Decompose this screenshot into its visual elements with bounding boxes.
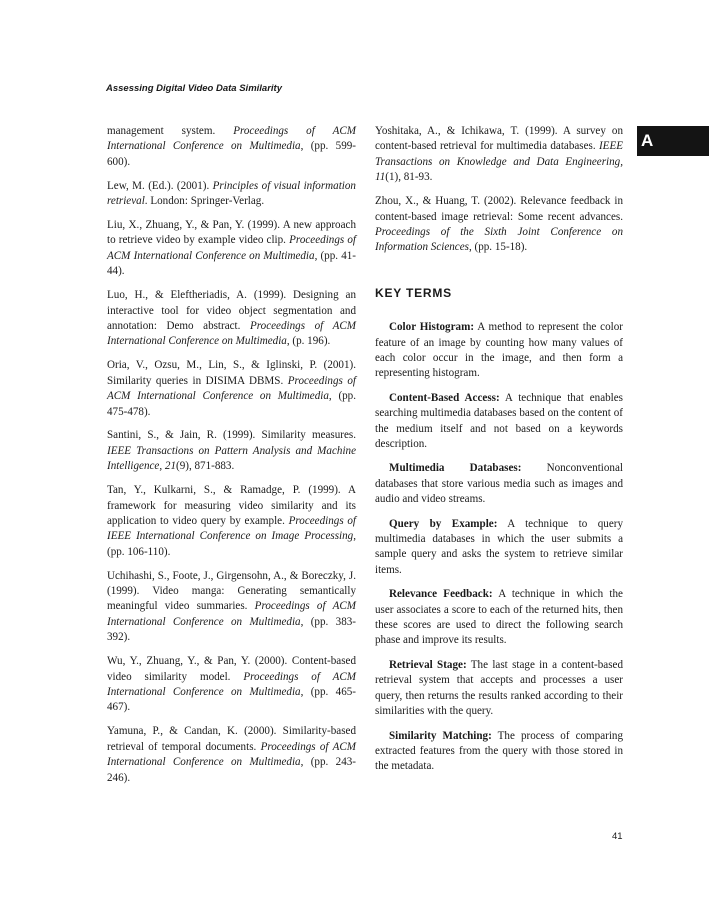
reference-entry: Wu, Y., Zhuang, Y., & Pan, Y. (2000). Content-based video similarity model. Proceedings of ACM International Conference on Multimedia, (pp. 465-467). <box>107 655 357 714</box>
reference-entry: Liu, X., Zhuang, Y., & Pan, Y. (1999). A new approach to retrieve video by example video clip. Proceedings of ACM International Conference on Multimedia, (pp. 41-44). <box>107 219 356 278</box>
running-head: Assessing Digital Video Data Similarity <box>106 83 282 94</box>
reference-entry: Yoshitaka, A., & Ichikawa, T. (1999). A survey on content-based retrieval for multimedia databases. IEEE Transactions on Knowledge and Data Engineering, 11(1), 81-93. <box>375 125 623 184</box>
key-terms-heading: KEY TERMS <box>375 285 452 300</box>
reference-entry: management system. Proceedings of ACM International Conference on Multimedia, (pp. 599-600). <box>107 125 356 168</box>
page-number: 41 <box>612 831 623 842</box>
reference-entry: Uchihashi, S., Foote, J., Girgensohn, A., & Boreczky, J. (1999). Video manga: Generating semantically meaningful video summaries. Proceedings of ACM International Conference on Multimedia, (pp. 383-392). <box>107 569 356 644</box>
reference-entry: Lew, M. (Ed.). (2001). Principles of visual information retrieval. London: Springer-Verlag. <box>107 179 356 208</box>
reference-entry: Santini, S., & Jain, R. (1999). Similarity measures. IEEE Transactions on Pattern Analysis and Machine Intelligence, 21(9), 871-883. <box>107 429 356 473</box>
section-tab-letter: A <box>637 126 709 156</box>
right-column <box>375 124 623 784</box>
left-column <box>107 124 356 794</box>
reference-entry: Zhou, X., & Huang, T. (2002). Relevance feedback in content-based image retrieval: Some recent advances. Proceedings of the Sixth Joint Conference on Information Sciences, (pp. 15-18). <box>375 195 623 254</box>
reference-entry: Luo, H., & Eleftheriadis, A. (1999). Designing an interactive tool for video object segmentation and annotation: Demo abstract. Proceedings of ACM International Conference on Multimedia, (p. 196). <box>107 289 356 348</box>
reference-entry: Oria, V., Ozsu, M., Lin, S., & Iglinski, P. (2001). Similarity queries in DISIMA DBMS. Proceedings of ACM International Conference on Multimedia, (pp. 475-478). <box>107 359 357 418</box>
key-term-entry: Multimedia Databases: Nonconventional databases that store various media such as images and audio and video streams. <box>375 462 623 506</box>
key-term-entry: Relevance Feedback: A technique in which the user associates a score to each of the returned hits, then these scores are used to direct the following search phase and improve its results. <box>375 588 623 647</box>
key-term-entry: Retrieval Stage: The last stage in a content-based retrieval system that accepts and processes a user query, then returns the results ranked according to their similarities with the query. <box>375 658 623 718</box>
reference-entry: Yamuna, P., & Candan, K. (2000). Similarity-based retrieval of temporal documents. Proceedings of ACM International Conference on Multimedia, (pp. 243-246). <box>107 725 356 784</box>
key-term-entry: Color Histogram: A method to represent the color feature of an image by counting how many values of each color occur in the image, and then form a representing histogram. <box>375 321 623 380</box>
key-term-entry: Query by Example: A technique to query multimedia databases in which the user submits a sample query and asks the system to retrieve similar items. <box>375 517 623 576</box>
key-term-entry: Similarity Matching: The process of comparing extracted features from the query with those stored in the metadata. <box>375 729 624 773</box>
reference-entry: Tan, Y., Kulkarni, S., & Ramadge, P. (1999). A framework for measuring video similarity and its application to video query by example. Proceedings of IEEE International Conference on Image Processing, (pp. 106-110). <box>107 484 356 558</box>
key-term-entry: Content-Based Access: A technique that enables searching multimedia databases based on the content of the medium itself and not based on a keywords description. <box>375 391 623 450</box>
